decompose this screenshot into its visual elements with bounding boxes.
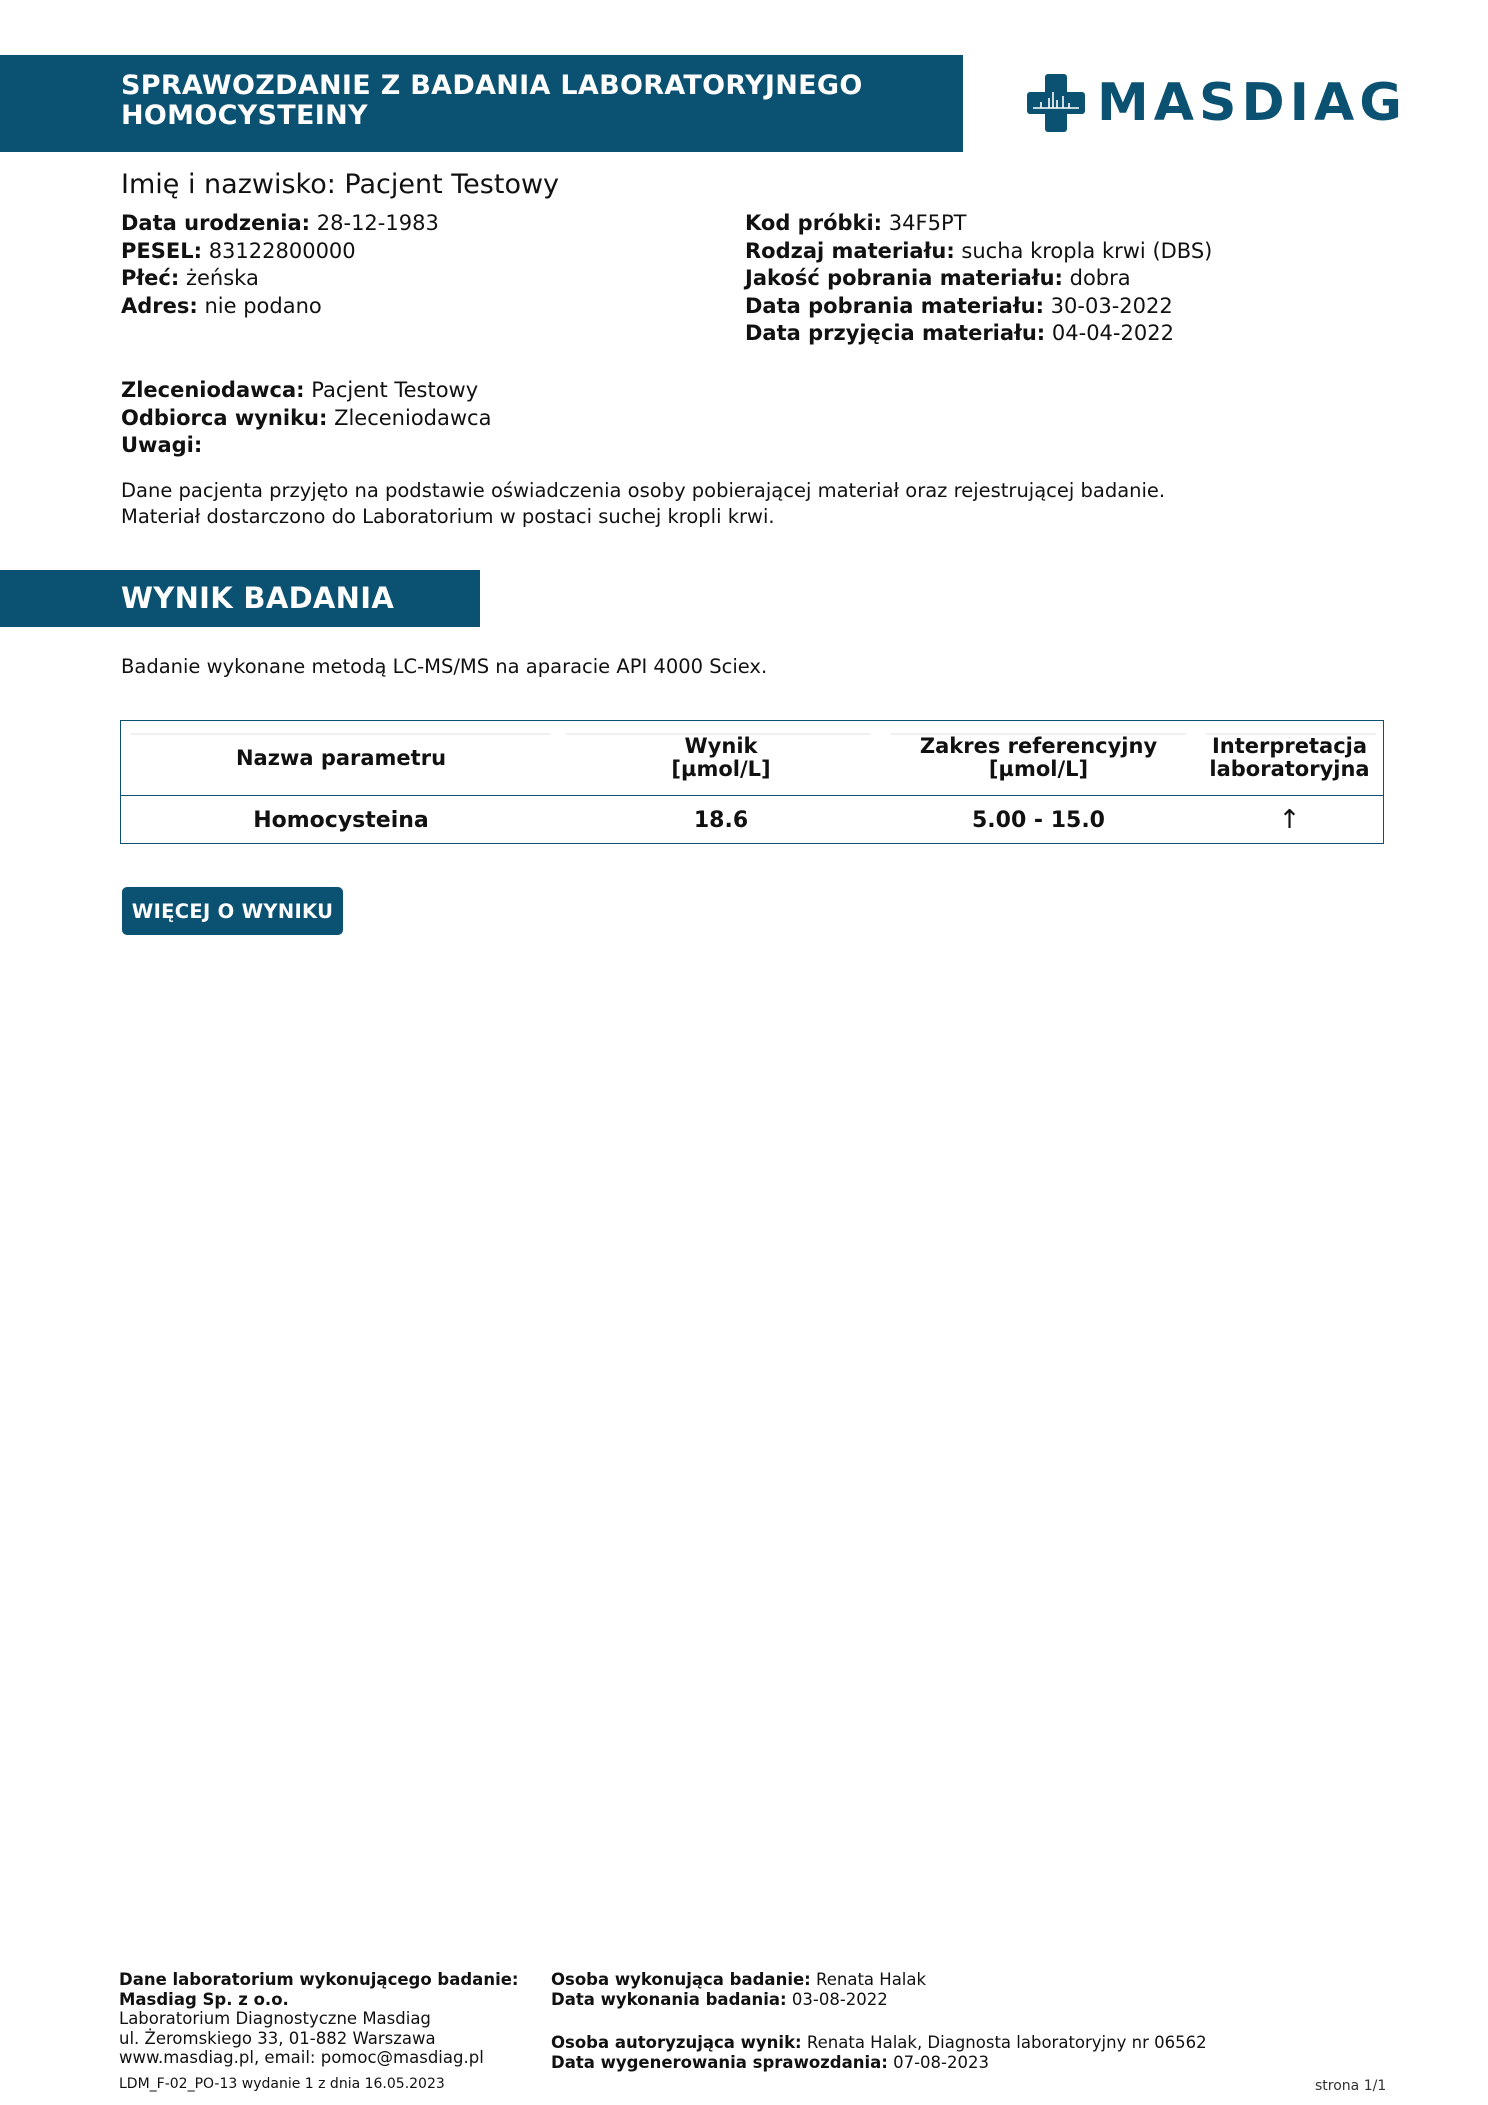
performer-value: Renata Halak bbox=[816, 1970, 927, 1989]
page-number: strona 1/1 bbox=[1315, 2078, 1387, 2094]
header-text: Wynik bbox=[684, 734, 758, 758]
header-text: Nazwa parametru bbox=[235, 745, 447, 770]
sample-details bbox=[745, 210, 1212, 348]
field-sample-code bbox=[745, 210, 1212, 238]
column-header-parameter bbox=[121, 721, 561, 795]
field-remarks bbox=[121, 432, 491, 460]
order-details bbox=[121, 377, 491, 460]
table-header bbox=[121, 721, 1383, 796]
performer-info bbox=[551, 1970, 926, 2009]
column-header-result bbox=[561, 721, 881, 795]
patient-name-label: Imię i nazwisko: bbox=[121, 169, 336, 200]
note-line: Materiał dostarczono do Laboratorium w postaci suchej kropli krwi. bbox=[121, 505, 775, 528]
document-code: LDM_F-02_PO-13 wydanie 1 z dnia 16.05.2023 bbox=[119, 2076, 445, 2092]
field-value: żeńska bbox=[185, 266, 259, 290]
patient-name bbox=[121, 169, 559, 200]
field-value: 28-12-1983 bbox=[316, 211, 439, 235]
arrow-up-icon: ↑ bbox=[1278, 805, 1301, 835]
authorizer-value: Renata Halak, Diagnosta laboratoryjny nr 06562 bbox=[806, 2033, 1207, 2052]
field-material-type bbox=[745, 238, 1212, 266]
cell-result-value: 18.6 bbox=[693, 807, 749, 833]
gen-date-label: Data wygenerowania sprawozdania: bbox=[551, 2052, 888, 2072]
field-label: Płeć: bbox=[121, 266, 180, 290]
header-unit: [µmol/L] bbox=[988, 757, 1089, 781]
header-text: Zakres referencyjny bbox=[919, 734, 1158, 758]
patient-data-note bbox=[121, 478, 1165, 530]
field-label: PESEL: bbox=[121, 238, 202, 263]
medical-cross-icon bbox=[1025, 72, 1087, 134]
field-label: Data przyjęcia materiału: bbox=[745, 321, 1046, 345]
section-title: WYNIK BADANIA bbox=[121, 581, 395, 615]
field-pesel bbox=[121, 238, 439, 266]
field-value: 30-03-2022 bbox=[1050, 293, 1173, 318]
method-description: Badanie wykonane metodą LC-MS/MS na aparacie API 4000 Sciex. bbox=[121, 655, 768, 678]
exec-date-value: 03-08-2022 bbox=[791, 1989, 888, 2009]
field-collection-quality bbox=[745, 265, 1212, 293]
header-text: Interpretacja bbox=[1211, 734, 1368, 758]
field-result-recipient bbox=[121, 405, 491, 433]
field-value: nie podano bbox=[204, 293, 322, 318]
lab-heading: Dane laboratorium wykonującego badanie: bbox=[119, 1970, 519, 1989]
field-value: 04-04-2022 bbox=[1051, 321, 1174, 345]
authorizer-label: Osoba autoryzująca wynik: bbox=[551, 2033, 802, 2052]
lab-address: ul. Żeromskiego 33, 01-882 Warszawa bbox=[119, 2028, 436, 2048]
field-label: Zleceniodawca: bbox=[121, 378, 305, 402]
results-table bbox=[120, 720, 1384, 844]
field-label: Odbiorca wyniku: bbox=[121, 405, 328, 430]
lab-contact: www.masdiag.pl, email: pomoc@masdiag.pl bbox=[119, 2048, 484, 2067]
lab-info bbox=[119, 1970, 519, 2068]
result-section-banner bbox=[0, 570, 480, 627]
more-about-result-button[interactable]: WIĘCEJ O WYNIKU bbox=[122, 887, 343, 935]
gen-date-value: 07-08-2023 bbox=[893, 2052, 989, 2072]
field-label: Jakość pobrania materiału: bbox=[745, 266, 1063, 290]
field-label: Data pobrania materiału: bbox=[745, 293, 1044, 318]
field-sex bbox=[121, 265, 439, 293]
field-birth-date bbox=[121, 210, 439, 238]
report-title-line1: SPRAWOZDANIE Z BADANIA LABORATORYJNEGO bbox=[121, 70, 863, 101]
field-value: dobra bbox=[1069, 266, 1131, 290]
report-title-line2: HOMOCYSTEINY bbox=[121, 100, 368, 131]
note-line: Dane pacjenta przyjęto na podstawie oświadczenia osoby pobierającej materiał oraz rejestrującej badanie. bbox=[121, 479, 1166, 502]
column-header-interpretation bbox=[1196, 721, 1383, 795]
exec-date-label: Data wykonania badania: bbox=[551, 1989, 787, 2009]
field-collection-date bbox=[745, 293, 1212, 321]
field-label: Adres: bbox=[121, 293, 198, 318]
field-label: Kod próbki: bbox=[745, 211, 883, 235]
patient-name-value: Pacjent Testowy bbox=[344, 169, 560, 200]
field-address bbox=[121, 293, 439, 321]
header-text-2: laboratoryjna bbox=[1209, 757, 1370, 781]
field-receipt-date bbox=[745, 320, 1212, 348]
field-value: sucha kropla krwi (DBS) bbox=[961, 238, 1213, 263]
field-value: Pacjent Testowy bbox=[311, 378, 479, 402]
field-value: 83122800000 bbox=[208, 238, 356, 263]
field-value: 34F5PT bbox=[888, 211, 967, 235]
authorizer-info bbox=[551, 2033, 1207, 2072]
cell-parameter-name: Homocysteina bbox=[253, 807, 429, 833]
field-value: Zleceniodawca bbox=[334, 405, 492, 430]
field-label: Uwagi: bbox=[121, 433, 203, 457]
field-label: Rodzaj materiału: bbox=[745, 238, 955, 263]
column-header-reference bbox=[881, 721, 1196, 795]
lab-company: Masdiag Sp. z o.o. bbox=[119, 1989, 289, 2009]
header-unit: [µmol/L] bbox=[671, 757, 771, 781]
report-title-banner bbox=[0, 55, 963, 152]
field-ordering-party bbox=[121, 377, 491, 405]
patient-details bbox=[121, 210, 439, 320]
performer-label: Osoba wykonująca badanie: bbox=[551, 1970, 811, 1989]
masdiag-logo bbox=[1025, 73, 1407, 133]
lab-name: Laboratorium Diagnostyczne Masdiag bbox=[119, 2009, 431, 2028]
field-label: Data urodzenia: bbox=[121, 211, 311, 235]
cell-reference-range: 5.00 - 15.0 bbox=[971, 807, 1105, 833]
logo-wordmark: MASDIAG bbox=[1097, 73, 1407, 133]
